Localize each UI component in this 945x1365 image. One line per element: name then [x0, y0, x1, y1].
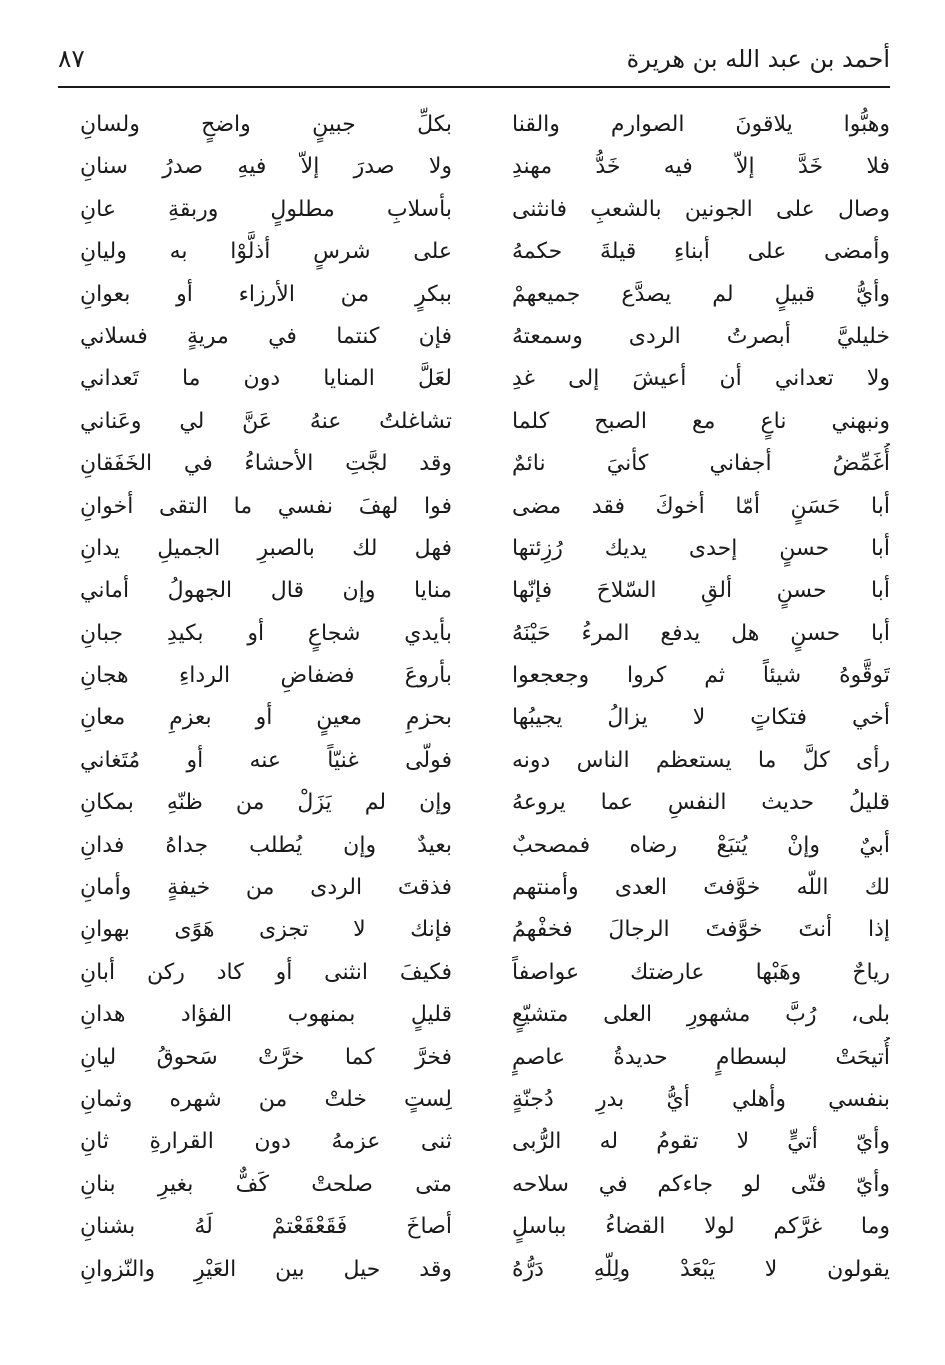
- verse-second-hemistich: فإنك لا تجزى هَوًى بهوانِ: [80, 917, 452, 943]
- verse-first-hemistich: قليلُ حديث النفسِ عما يروعهُ: [512, 790, 890, 816]
- verse-first-hemistich: وأيّ فتّى لو جاءكم في سلاحه: [512, 1171, 890, 1197]
- verse-second-hemistich: ثنى عزمهُ دون القرارةِ ثانِ: [80, 1129, 452, 1155]
- verse-second-hemistich: لعَلَّ المنايا دون ما تَعداني: [80, 366, 452, 392]
- verse-first-hemistich: ونبهني ناعٍ مع الصبح كلما: [512, 408, 890, 434]
- verse-first-hemistich: لك اللّه خوَّفتَ العدى وأمنتهم: [512, 875, 890, 901]
- verse-first-hemistich: رياحٌ وهَبْها عارضتك عواصفاً: [512, 959, 890, 985]
- verse-second-hemistich: بأيدي شجاعٍ أو بكيدِ جبانِ: [80, 620, 452, 646]
- verse-second-hemistich: منايا وإن قال الجهولُ أماني: [80, 578, 452, 604]
- verse-second-hemistich: فذقتَ الردى من خيفةٍ وأمانِ: [80, 875, 452, 901]
- verse-second-hemistich: على شرسٍ أذلَّوْا به وليانِ: [80, 239, 452, 265]
- verse-second-hemistich: فولّى غنيّاً عنه أو مُتَغاني: [80, 747, 452, 773]
- verse-first-hemistich: أبا حسنٍ ألقِ السّلاحَ فإنّها: [512, 578, 890, 604]
- verse-first-hemistich: أبا حسنٍ هل يدفع المرءُ حَيْنَهُ: [512, 620, 890, 646]
- verse-first-hemistich: رأى كلَّ ما يستعظم الناس دونه: [512, 747, 890, 773]
- verse-first-hemistich: خليليَّ أبصرتُ الردى وسمعتهُ: [512, 323, 890, 349]
- page-number: ٨٧: [58, 44, 85, 73]
- verse-second-hemistich: بحزمِ معينٍ أو بعزمِ معانِ: [80, 705, 452, 731]
- verse-first-hemistich: أُتيحَتْ لبسطامٍ حديدةُ عاصمٍ: [512, 1044, 890, 1070]
- verse-second-hemistich: فوا لهفَ نفسي ما التقى أخوانِ: [80, 493, 452, 519]
- verse-second-hemistich: أصاخَ فَقَعْقَعْتمْ لَهُ بشنانِ: [80, 1214, 452, 1240]
- first-hemistich-column: [512, 104, 890, 1319]
- verse-first-hemistich: وهبُّوا يلاقونَ الصوارم والقنا: [512, 112, 890, 137]
- verse-second-hemistich: وقد حيل بين العَيْرِ والنّزوانِ: [80, 1256, 452, 1282]
- verse-first-hemistich: وأيُّ قبيلٍ لم يصدَّع جميعهمْ: [512, 281, 890, 307]
- verse-second-hemistich: بعيدٌ وإن يُطلب جداهُ فدانِ: [80, 832, 452, 858]
- verse-first-hemistich: بنفسي وأهلي أيُّ بدرِ دُجنّةٍ: [512, 1086, 890, 1112]
- verse-second-hemistich: ببكرٍ من الأرزاء أو بعوانِ: [80, 281, 452, 307]
- verse-first-hemistich: وما غرَّكم لولا القضاءُ بباسلٍ: [512, 1214, 890, 1240]
- verse-first-hemistich: أخي فتكاتٍ لا يزالُ يجيبُها: [512, 705, 890, 731]
- verse-first-hemistich: أُغَمِّضُ أجفاني كأنيَ نائمٌ: [512, 451, 890, 477]
- verse-first-hemistich: أبيٌ وإنْ يُتبَعْ رضاه فمصحبٌ: [512, 832, 890, 858]
- verse-second-hemistich: فهل لك بالصبرِ الجميلِ يدانِ: [80, 535, 452, 561]
- verse-second-hemistich: بأروعَ فضفاضِ الرداءِ هجانِ: [80, 663, 452, 689]
- verse-first-hemistich: ولا تعداني أن أعيشَ إلى غدِ: [512, 366, 890, 392]
- second-hemistich-column: [80, 104, 452, 1319]
- verse-second-hemistich: بكلِّ جبينٍ واضحٍ ولسانِ: [80, 112, 452, 137]
- verse-second-hemistich: لِستٍ خلتْ من شهره وثمانِ: [80, 1086, 452, 1112]
- verse-first-hemistich: وصال على الجونين بالشعبِ فانثنى: [512, 196, 890, 222]
- verse-first-hemistich: إذا أنتَ خوَّفتَ الرجالَ فخفْهمُ: [512, 917, 890, 943]
- verse-first-hemistich: وأيّ أتيٍّ لا تقومُ له الرُّبى: [512, 1129, 890, 1155]
- verse-second-hemistich: بأسلابِ مطلولٍ وربقةِ عانِ: [80, 196, 452, 222]
- verse-second-hemistich: فإن كنتما في مريةٍ فسلاني: [80, 323, 452, 349]
- verse-first-hemistich: أبا حسنٍ إحدى يديك رُزِئتها: [512, 535, 890, 561]
- verse-first-hemistich: تَوقَّوهُ شيئاً ثم كروا وجعجعوا: [512, 663, 890, 689]
- verse-first-hemistich: فلا خَدَّ إلاّ فيه خَدُّ مهندِ: [512, 154, 890, 180]
- verse-first-hemistich: وأمضى على أبناءِ قيلةَ حكمهُ: [512, 239, 890, 265]
- verse-first-hemistich: بلى، رُبَّ مشهورِ العلى متشيّعٍ: [512, 1002, 890, 1028]
- running-title: أحمد بن عبد الله بن هريرة: [626, 45, 890, 73]
- verse-second-hemistich: فخرَّ كما خرَّتْ سَحوقُ ليانِ: [80, 1044, 452, 1070]
- verse-first-hemistich: يقولون لا يَبْعَدْ ولِلّهِ دَرُّهُ: [512, 1256, 890, 1282]
- verse-first-hemistich: أبا حَسَنٍ أمّا أخوكَ فقد مضى: [512, 493, 890, 519]
- header-rule: [58, 86, 890, 88]
- verse-second-hemistich: وقد لجَّتِ الأحشاءُ في الخَفَقانِ: [80, 451, 452, 477]
- poem: [58, 104, 890, 1319]
- verse-second-hemistich: وإن لم يَزَلْ من ظنّهِ بمكانِ: [80, 790, 452, 816]
- page-header: [58, 40, 890, 84]
- verse-second-hemistich: ولا صدرَ إلاّ فيهِ صدرُ سنانِ: [80, 154, 452, 180]
- verse-second-hemistich: تشاغلتُ عنهُ عَنَّ لي وعَناني: [80, 408, 452, 434]
- verse-second-hemistich: متى صلحتْ كَفٌّ بغيرِ بنانِ: [80, 1171, 452, 1197]
- verse-second-hemistich: فكيفَ انثنى أو كاد ركن أبانِ: [80, 959, 452, 985]
- verse-second-hemistich: قليلٍ بمنهوب الفؤاد هدانِ: [80, 1002, 452, 1028]
